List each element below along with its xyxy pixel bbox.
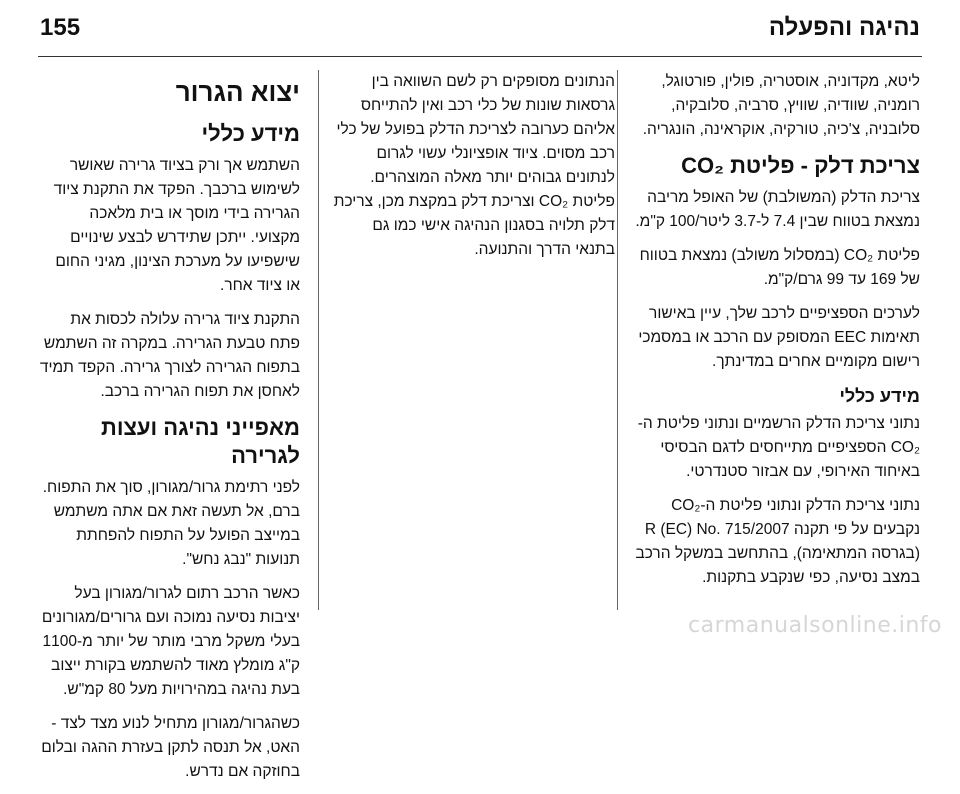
paragraph: לערכים הספציפיים לרכב שלך, עיין באישור תאימות EEC המסופק עם הרכב או במסמכי רישום מקומיים אחרים במדינתך. xyxy=(638,305,920,370)
countries-list-text: ליטא, מקדוניה, אוסטריה, פולין, פורטוגל, רומניה, שוודיה, שוויץ, סרביה, סלובקיה, סלובניה, צ'כיה, טורקיה, אוקראינה, הונגריה. xyxy=(642,73,920,138)
paragraph: התקנת ציוד גרירה עלולה לכסות את פתח טבעת הגרירה. במקרה זה השתמש בתפוח הגרירה לצורך גרירה. הקפד תמיד לאחסן את תפוח הגרירה ברכב. xyxy=(39,311,300,400)
column-right xyxy=(635,70,920,600)
column-divider-left xyxy=(318,70,319,610)
section-title-towing-tips: מאפייני נהיגה ועצות לגרירה xyxy=(101,415,300,468)
paragraph: השתמש אך ורק בציוד גרירה שאושר לשימוש ברכבך. הפקד את התקנת ציוד הגרירה בידי מוסך או בית מלאכה מקצועי. ייתכן שתידרש לבצע שינויים שישפיעו על מערכת הצינון, מגיני החום או ציוד אחר. xyxy=(53,157,300,294)
paragraph: פליטת CO₂ (במסלול משולב) נמצאת בטווח של 169 עד 99 גרם/ק"מ. xyxy=(639,247,920,288)
column-middle xyxy=(330,70,615,272)
paragraph: צריכת הדלק (המשולבת) של האופל מריבה נמצאת בטווח שבין 7.4 ל-3.7 ליטר/100 ק"מ. xyxy=(635,189,920,230)
page-header-title: נהיגה והפעלה xyxy=(768,14,920,41)
paragraph: כאשר הרכב רתום לגרור/מגורון בעל יציבות נסיעה נמוכה ועם גרורים/מגורונים בעלי משקל מרבי מותר של יותר מ-1100 ק"ג מומלץ מאוד להשתמש בקורת ייצוב בעת נהיגה במהירויות מעל 80 קמ"ש. xyxy=(41,585,300,698)
paragraph: לפני רתימת גרור/מגורון, סוך את התפוח. ברם, אל תעשה זאת אם אתה משתמש במייצב הפועל על התפוח להפחתת תנועות "נבג נחש". xyxy=(42,479,300,568)
paragraph: כשהגרור/מגורון מתחיל לנוע מצד לצד - האט, אל תנסה לתקן בעזרת ההגה ובלום בחוזקה אם נדרש. xyxy=(41,715,300,780)
subheading-general-info: מידע כללי xyxy=(201,121,300,146)
subheading-general-info: מידע כללי xyxy=(839,386,920,406)
page-number: 155 xyxy=(40,14,81,41)
section-title-trailer-towing: יצוא הגרור xyxy=(175,77,300,107)
watermark: carmanualsonline.info xyxy=(688,613,942,638)
paragraph: הנתונים מסופקים רק לשם השוואה בין גרסאות שונות של כלי רכב ואין להתייחס אליהם כערובה לצריכת הדלק בפועל של כלי רכב מסוים. ציוד אופציונלי עשוי לגרום לנתונים גבוהים יותר מאלה המוצהרים. פליטת CO₂ וצריכת דלק במקצת מכן, צריכת דלק תלויה בסגנון הנהיגה אישי כמו גם בתנאי הדרך והתנועה. xyxy=(333,73,615,258)
section-title-fuel-consumption: צריכת דלק - פליטת CO₂ xyxy=(681,153,920,178)
column-left xyxy=(38,70,300,794)
paragraph: נתוני צריכת הדלק ונתוני פליטת ה-CO₂ נקבעים על פי תקנה R (EC) No. 715/2007 (בגרסה המתאימה), בהתחשב במשקל הרכב במצב נסיעה, כפי שנקבע בתקנות. xyxy=(635,497,920,586)
column-divider-right xyxy=(617,70,618,610)
header-divider xyxy=(38,56,922,57)
paragraph: נתוני צריכת הדלק הרשמיים ונתוני פליטת ה-CO₂ הספציפיים מתייחסים לדגם הבסיסי באיחוד האירופי, עם אבזור סטנדרטי. xyxy=(637,415,920,480)
